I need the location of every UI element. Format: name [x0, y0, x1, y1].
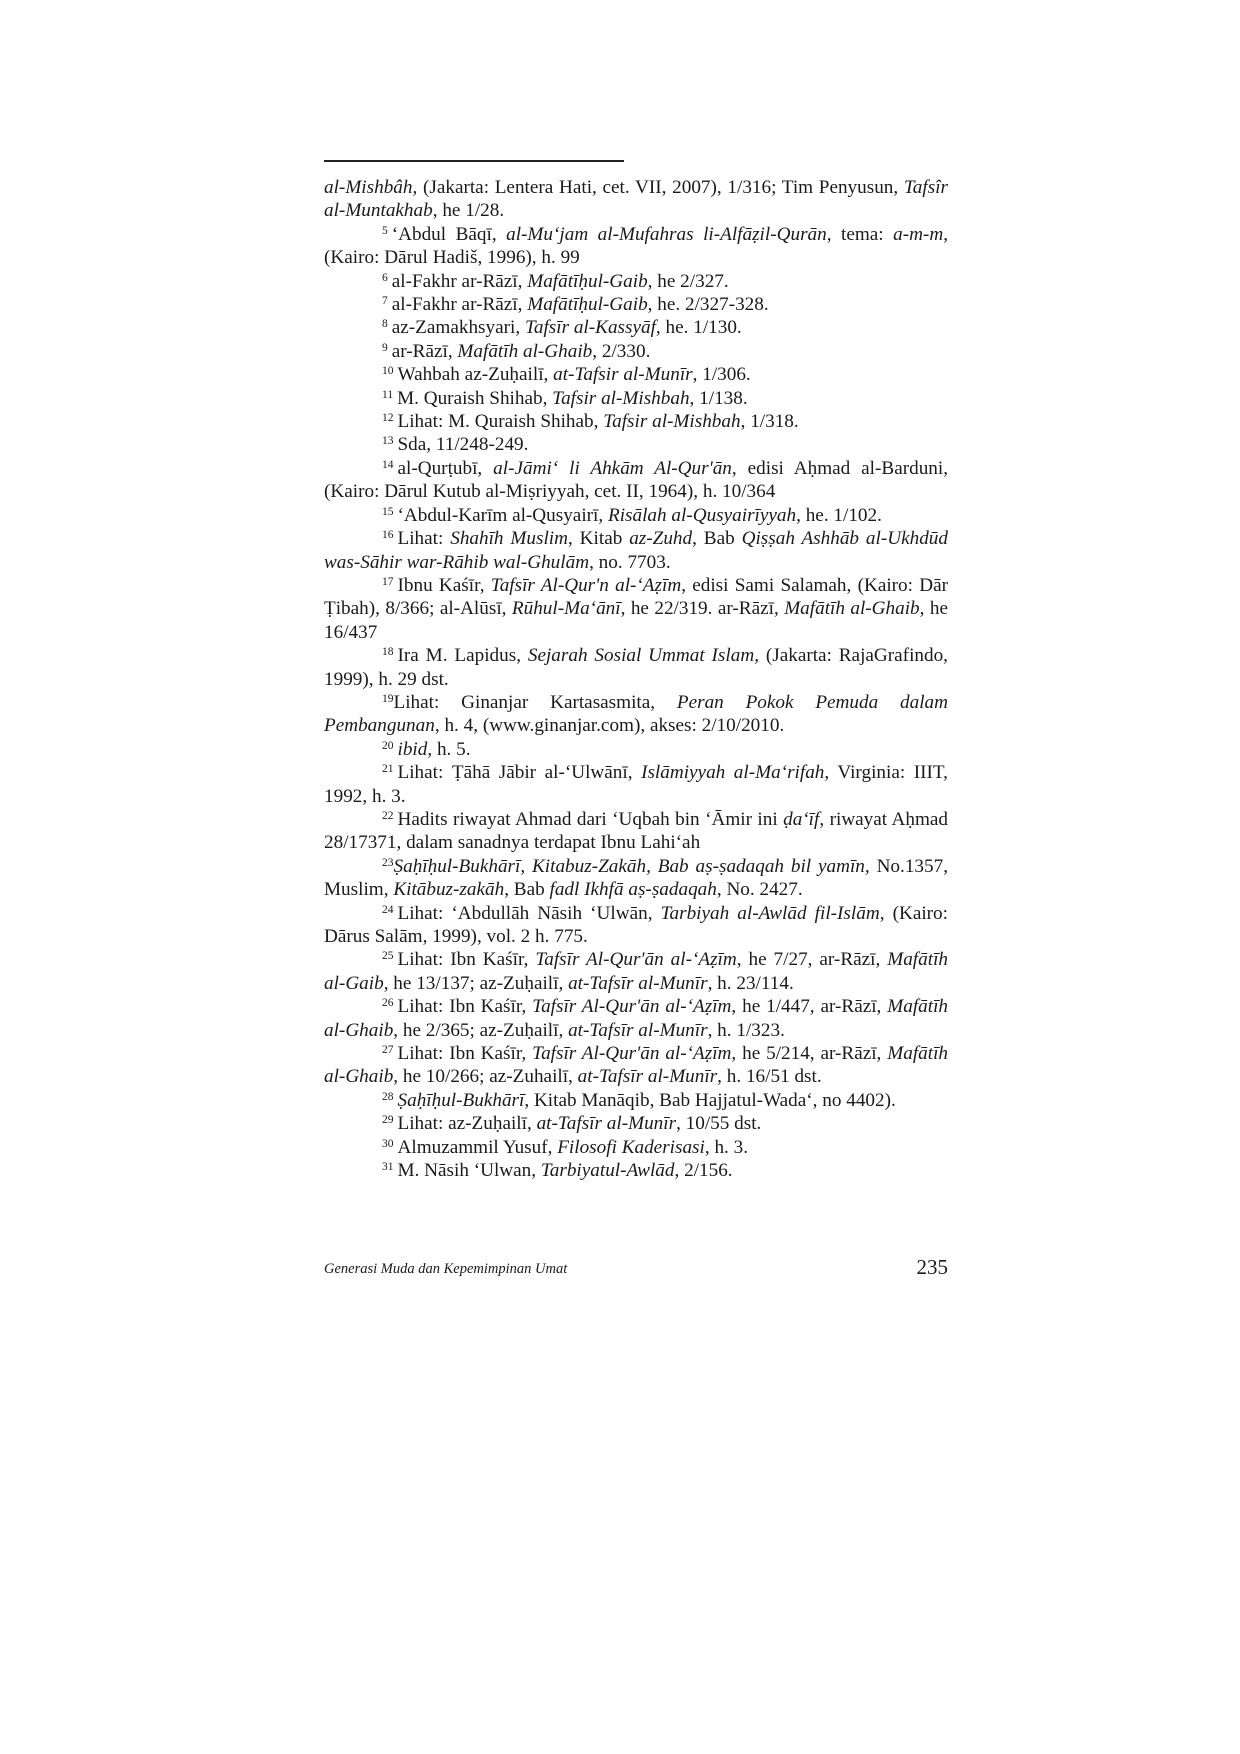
text-run: , he 2/365; az-Zuḥailī,: [393, 1019, 569, 1041]
text-run: Lihat: Ṭāhā Jābir al-‘Ulwānī,: [397, 762, 642, 784]
text-run: , he 16/437: [324, 598, 948, 643]
text-run: M. Quraish Shihab,: [397, 387, 553, 409]
page-number: 235: [916, 1255, 948, 1279]
footnote: [324, 902, 948, 949]
text-run: , (Jakarta: Lentera Hati, cet. VII, 2007), 1/316; Tim Penyusun,: [412, 177, 904, 198]
text-run: , Virginia: IIIT, 1992, h. 3.: [324, 762, 948, 807]
text-run: Hadits riwayat Ahmad dari ‘Uqbah bin ‘Āmir ini: [397, 808, 784, 830]
italic-title: at-Tafsīr al-Munīr: [536, 1113, 677, 1135]
text-run: Almuzammil Yusuf,: [397, 1136, 558, 1158]
italic-title: Peran Pokok Pemuda dalam Pembangunan: [324, 691, 948, 737]
italic-title: Sejarah Sosial Ummat Islam: [527, 645, 755, 667]
footnote: [324, 270, 948, 293]
text-run: Ira M. Lapidus,: [397, 645, 528, 667]
text-run: , 1/306.: [692, 364, 751, 386]
italic-title: ḍa‘īf: [783, 808, 820, 830]
text-run: al-Fakhr ar-Rāzī,: [391, 270, 528, 292]
footnote: [324, 363, 948, 386]
text-run: , No. 2427.: [716, 879, 803, 901]
text-run: , Kitab: [567, 528, 630, 550]
italic-title: Tarbiyah al-Awlād fil-Islām: [660, 902, 880, 924]
text-run: , he 2/327.: [647, 270, 729, 292]
text-run: Lihat: Ibn Kaśīr,: [397, 1043, 533, 1065]
text-run: , h. 5.: [427, 738, 471, 760]
text-run: Lihat: Ibn Kaśīr,: [397, 996, 533, 1018]
footnote-number: 13: [382, 435, 394, 448]
footnote-number: 23: [382, 856, 394, 869]
footnote: [324, 574, 948, 644]
page-footer: [324, 1255, 948, 1285]
footnote: [324, 293, 948, 316]
text-run: Ibnu Kaśīr,: [397, 574, 491, 596]
footnote-separator-rule: [324, 160, 624, 162]
footnote-number: 27: [382, 1044, 394, 1057]
footnote: [324, 948, 948, 995]
text-run: , 1/138.: [689, 387, 748, 409]
text-run: , 10/55 dst.: [676, 1113, 762, 1135]
footnote: [324, 644, 948, 691]
footnote-number: 18: [382, 646, 394, 659]
text-run: , edisi Sami Salamah, (Kairo: Dār Ṭibah), 8/366; al-Alūsī,: [324, 574, 948, 620]
italic-title: Mafātīh al-Ghaib: [324, 996, 949, 1041]
footnote: [324, 761, 948, 808]
footnote-number: 7: [382, 295, 388, 308]
footnote-number: 11: [382, 388, 394, 401]
italic-title: at-Tafsīr al-Munīr: [568, 972, 708, 994]
footnote-number: 12: [382, 412, 394, 425]
text-run: , he. 1/130.: [655, 317, 742, 339]
text-run: , (Kairo: Dārus Salām, 1999), vol. 2 h. 775.: [324, 902, 948, 947]
footnote: [324, 1136, 948, 1159]
italic-title: Mafātīh al-Ghaib: [457, 340, 593, 362]
italic-title: Shahīh Muslim: [450, 528, 568, 550]
text-run: ‘Abdul Bāqī,: [391, 223, 507, 245]
text-run: , he 1/28.: [432, 200, 505, 222]
footnote: [324, 504, 948, 527]
text-run: , Bab: [504, 879, 550, 901]
text-run: , h. 3.: [704, 1136, 749, 1158]
italic-title: Tafsīr Al-Qur'ān al-‘Aẓīm: [532, 996, 732, 1018]
text-run: , he 10/266; az-Zuhailī,: [393, 1066, 578, 1088]
text-run: , he 1/447, ar-Rāzī,: [731, 996, 888, 1018]
text-run: , (Kairo: Dārul Hadiš, 1996), h. 99: [324, 223, 948, 269]
footnote: [324, 1159, 948, 1182]
footnote: [324, 1089, 948, 1112]
footnote: [324, 1042, 948, 1089]
italic-title: fadl Ikhfā aṣ-ṣadaqah: [549, 879, 717, 901]
footnote: [324, 316, 948, 339]
italic-title: Mafātīḥul-Gaib: [527, 294, 648, 316]
text-run: , no. 7703.: [589, 551, 671, 573]
italic-title: Tafsīr al-Kassyāf: [524, 317, 656, 339]
text-run: , h. 1/323.: [707, 1019, 785, 1041]
text-run: , Kitab Manāqib, Bab Hajjatul-Wada‘, no 4402).: [524, 1089, 896, 1111]
italic-title: Kitābuz-zakāh: [393, 879, 505, 901]
footnote-number: 14: [382, 458, 394, 471]
footnote-number: 15: [382, 505, 394, 518]
text-run: az-Zamakhsyari,: [391, 317, 525, 339]
footnote-number: 17: [382, 575, 394, 588]
italic-title: Tafsir al-Mishbah: [552, 387, 690, 409]
text-run: , edisi Aḥmad al-Barduni, (Kairo: Dārul Kutub al-Miṣriyyah, cet. II, 1964), h. 10/364: [324, 457, 949, 503]
text-run: Lihat: M. Quraish Shihab,: [397, 411, 604, 433]
italic-title: Tafsīr Al-Qur'ān al-‘Aẓīm: [535, 949, 737, 971]
footnote-number: 25: [382, 950, 394, 963]
footnote-number: 9: [382, 341, 388, 354]
text-run: Lihat: Ginanjar Kartasasmita,: [393, 691, 677, 713]
text-run: , 2/330.: [592, 340, 651, 362]
italic-title: Ṣaḥīḥul-Bukhārī, Kitabuz-Zakāh, Bab aṣ-ṣadaqah bil yamīn,: [393, 855, 870, 877]
footnote: [324, 527, 948, 574]
italic-title: Tarbiyatul-Awlād: [540, 1160, 675, 1182]
footnotes-section: [324, 176, 948, 1182]
footnote-number: 6: [382, 271, 388, 284]
text-run: ‘Abdul-Karīm al-Qusyairī,: [397, 504, 608, 526]
italic-title: at-Tafsīr al-Munīr: [577, 1066, 718, 1088]
footnote: [324, 457, 948, 504]
italic-title: Tafsīr Al-Qur'n al-‘Aẓīm: [490, 574, 682, 596]
text-run: , h. 23/114.: [707, 972, 794, 994]
footnote-continuation: [324, 176, 948, 223]
footnote-number: 26: [382, 997, 394, 1010]
footnote-number: 31: [382, 1161, 394, 1174]
text-run: , h. 4, (www.ginanjar.com), akses: 2/10/2010.: [434, 715, 785, 737]
footnote: [324, 410, 948, 433]
italic-title: Mafātīh al-Ghaib: [324, 1043, 949, 1088]
footnote: [324, 1112, 948, 1135]
text-run: Wahbah az-Zuḥailī,: [397, 364, 554, 386]
text-run: Lihat: Ibn Kaśīr,: [397, 949, 536, 971]
text-run: Lihat:: [397, 528, 451, 550]
footnote: [324, 855, 948, 902]
text-run: , he 22/319. ar-Rāzī,: [620, 598, 785, 620]
italic-title: Tafsîr al-Muntakhab: [324, 177, 948, 222]
footnote-number: 22: [382, 809, 394, 822]
text-run: , he 7/27, ar-Rāzī,: [736, 949, 888, 971]
italic-title: Tafsir al-Mishbah: [603, 411, 741, 433]
footnote-number: 5: [382, 224, 388, 237]
text-run: al-Fakhr ar-Rāzī,: [391, 294, 528, 316]
footnote-number: 30: [382, 1137, 394, 1150]
text-run: , he 5/214, ar-Rāzī,: [731, 1043, 888, 1065]
text-run: , h. 16/51 dst.: [717, 1066, 822, 1088]
text-run: , 2/156.: [674, 1160, 733, 1182]
italic-title: al-Mishbâh: [324, 177, 413, 198]
footnote: [324, 738, 948, 761]
italic-title: Tafsīr Al-Qur'ān al-‘Aẓīm: [532, 1043, 732, 1065]
italic-title: Ṣaḥīḥul-Bukhārī: [397, 1089, 525, 1111]
footnote-number: 10: [382, 365, 394, 378]
text-run: Lihat: ‘Abdullāh Nāsih ‘Ulwān,: [397, 902, 661, 924]
text-run: , he 13/137; az-Zuḥailī,: [383, 972, 569, 994]
text-run: No.1357, Muslim,: [324, 855, 948, 901]
footnote: [324, 808, 948, 855]
italic-title: ibid: [397, 738, 428, 760]
italic-title: Qiṣṣah Ashhāb al-Ukhdūd was-Sāhir war-Rāhib wal-Ghulām: [324, 528, 948, 573]
italic-title: Islāmiyyah al-Ma‘rifah: [641, 762, 825, 784]
italic-title: at-Tafsīr al-Munīr: [568, 1019, 708, 1041]
footnote: [324, 691, 948, 738]
footnote-number: 20: [382, 739, 394, 752]
text-run: ar-Rāzī,: [391, 340, 458, 362]
italic-title: Filosofi Kaderisasi: [557, 1136, 705, 1158]
italic-title: Mafātīh al-Ghaib: [784, 598, 920, 620]
text-run: , he. 2/327-328.: [647, 294, 769, 316]
footnote-number: 29: [382, 1114, 394, 1127]
italic-title: az-Zuhd: [629, 528, 693, 550]
text-run: , tema:: [826, 223, 894, 245]
footnote-number: 21: [382, 763, 394, 776]
footnote-number: 8: [382, 318, 388, 331]
text-run: , Bab: [692, 528, 742, 550]
footnote: [324, 223, 948, 270]
footnote-list: [324, 223, 948, 1183]
text-run: M. Nāsih ‘Ulwan,: [397, 1160, 541, 1182]
italic-title: Risālah al-Qusyairīyyah: [607, 504, 797, 526]
text-run: , he. 1/102.: [796, 504, 882, 526]
footnote: [324, 433, 948, 456]
italic-title: al-Mu‘jam al-Mufahras li-Alfāẓil-Qurān: [506, 223, 827, 245]
footnote: [324, 387, 948, 410]
text-run: , riwayat Aḥmad 28/17371, dalam sanadnya terdapat Ibnu Lahi‘ah: [324, 808, 948, 854]
footnote-number: 24: [382, 903, 394, 916]
footnote: [324, 340, 948, 363]
text-run: Lihat: az-Zuḥailī,: [397, 1113, 537, 1135]
italic-title: al-Jāmi‘ li Ahkām Al-Qur'ān: [493, 457, 732, 479]
text-run: , 1/318.: [740, 411, 799, 433]
footnote-number: 16: [382, 529, 394, 542]
italic-title: Mafātīḥul-Gaib: [527, 270, 648, 292]
italic-title: Mafātīh al-Gaib: [324, 949, 948, 994]
italic-title: at-Tafsir al-Munīr: [553, 364, 693, 386]
text-run: al-Qurṭubī,: [397, 457, 494, 479]
footnote: [324, 995, 948, 1042]
text-run: Sda, 11/248-249.: [397, 434, 529, 456]
footnote-number: 28: [382, 1090, 394, 1103]
italic-title: a-m-m: [893, 223, 944, 245]
footnote-number: 19: [382, 692, 394, 705]
running-footer-title: Generasi Muda dan Kepemimpinan Umat: [324, 1261, 568, 1277]
text-run: , (Jakarta: RajaGrafindo, 1999), h. 29 dst.: [324, 645, 948, 690]
italic-title: Rūhul-Ma‘ānī: [511, 598, 621, 620]
